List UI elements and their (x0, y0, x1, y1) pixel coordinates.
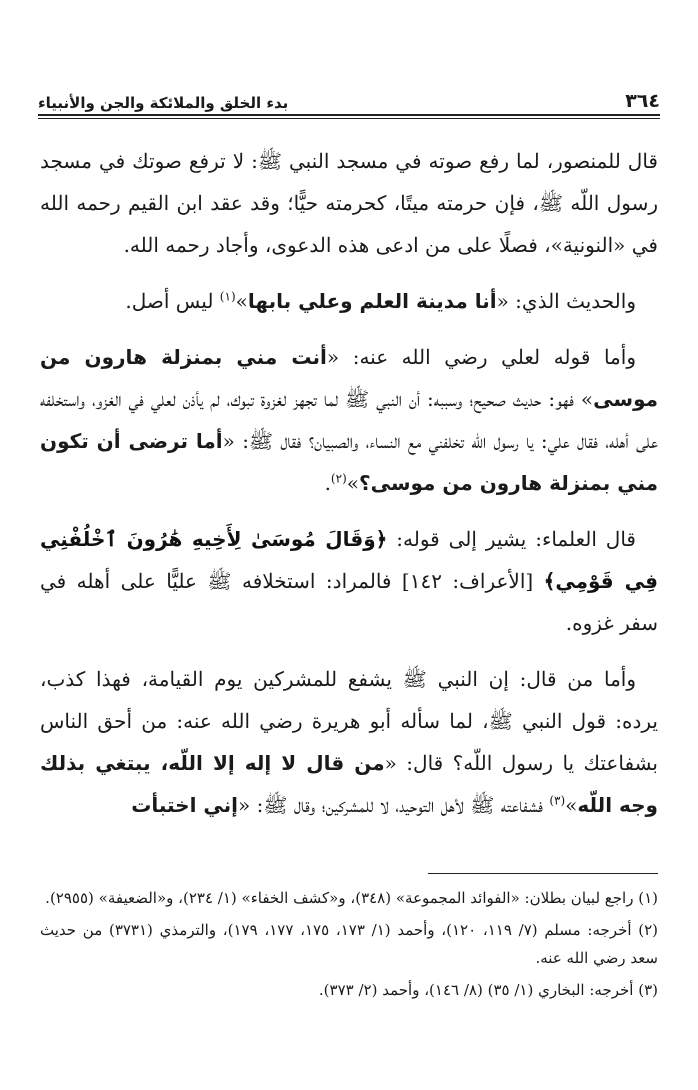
p5-text-post: » (565, 793, 578, 817)
p5-text-end: فشفاعته ﷺ لأهل التوحيد، لا للمشركين؛ وقال ﷺ: « (238, 793, 550, 817)
p4-text-pre: قال العلماء: يشير إلى قوله: (387, 527, 636, 551)
paragraph-4 (40, 518, 658, 644)
footnote-ref-3: (٣) (549, 793, 566, 808)
p3-hadith-2: أما ترضى أن تكون مني بمنزلة هارون من موسى؟ (40, 429, 658, 495)
page-number: ٣٦٤ (625, 90, 660, 112)
p3-text-end: . (324, 471, 331, 495)
chapter-title: بدء الخلق والملائكة والجن والأنبياء (38, 94, 289, 112)
header-rule-thin (38, 118, 660, 119)
paragraph-1: قال للمنصور، لما رفع صوته في مسجد النبي ﷺ: لا ترفع صوتك في مسجد رسول اللّه ﷺ، فإن حرمته ميتًا، كحرمته حيًّا؛ وقد عقد ابن القيم رحمه الله في «النونية»، فصلًا على من ادعى هذه الدعوى، وأجاد رحمه الله. (40, 149, 658, 257)
p4-text-post: [الأعراف: ١٤٢] فالمراد: استخلافه ﷺ عليًّا على أهله في سفر غزوه. (40, 569, 658, 635)
p3-hadith-1: أنت مني بمنزلة هارون من موسى (40, 345, 658, 411)
running-header (38, 82, 660, 112)
footnote-ref-2: (٢) (330, 471, 347, 486)
p4-quran-verse: ﴿وَقَالَ مُوسَىٰ لِأَخِيهِ هَٰرُونَ ٱخْلُفْنِي فِي قَوْمِي﴾ (40, 527, 658, 593)
paragraph-3 (40, 336, 658, 504)
footnote-1: (١) راجع لبيان بطلان: «الفوائد المجموعة» (٣٤٨)، و«كشف الخفاء» (١/ ٢٣٤)، و«الضعيفة» (٢٩٥٥). (45, 889, 658, 907)
p2-hadith: أنا مدينة العلم وعلي بابها (247, 289, 497, 313)
header-rule-thick (38, 114, 660, 116)
footnote-2: (٢) أخرجه: مسلم (٧/ ١١٩، ١٢٠)، وأحمد (١/ ١٧٣، ١٧٥، ١٧٧، ١٧٩)، والترمذي (٣٧٣١) من حديث سعد رضي الله عنه. (40, 921, 659, 967)
paragraph-2 (40, 280, 658, 322)
p3-text-pre: وأما قوله لعلي رضي الله عنه: « (326, 345, 636, 369)
main-text (40, 140, 658, 840)
p2-text-post: » (235, 289, 248, 313)
footnote-3: (٣) أخرجه: البخاري (١/ ٣٥) (٨/ ١٤٦)، وأحمد (٢/ ٣٧٣). (318, 981, 658, 999)
p5-hadith-2: إني اختبأت (131, 793, 239, 817)
footnote-separator (428, 873, 658, 874)
p5-hadith-1: من قال لا إله إلا اللّه، يبتغي بذلك وجه اللّه (40, 751, 658, 817)
p3-text-post: » (346, 471, 359, 495)
p2-text-end: ليس أصل. (125, 289, 220, 313)
p3-text-mid: » فهو: حديث صحيح؛ وسببه: أن النبي ﷺ لما تجهز لغزوة تبوك، لم يأذن لعلي في الغزو، واستخلفه على أهله، فقال علي: يا رسول اللّه تخلفني مع النساء، والصبيان؟ فقال ﷺ: « (40, 387, 659, 453)
p2-text-pre: والحديث الذي: « (496, 289, 636, 313)
paragraph-5 (40, 658, 658, 826)
footnotes (40, 884, 658, 1008)
p5-text-pre: وأما من قال: إن النبي ﷺ يشفع للمشركين يوم القيامة، فهذا كذب، يرده: قول النبي ﷺ، لما سأله أبو هريرة رضي الله عنه: من أحق الناس بشفاعتك يا رسول اللّه؟ قال: « (40, 667, 658, 775)
footnote-ref-1: (١) (219, 289, 236, 304)
